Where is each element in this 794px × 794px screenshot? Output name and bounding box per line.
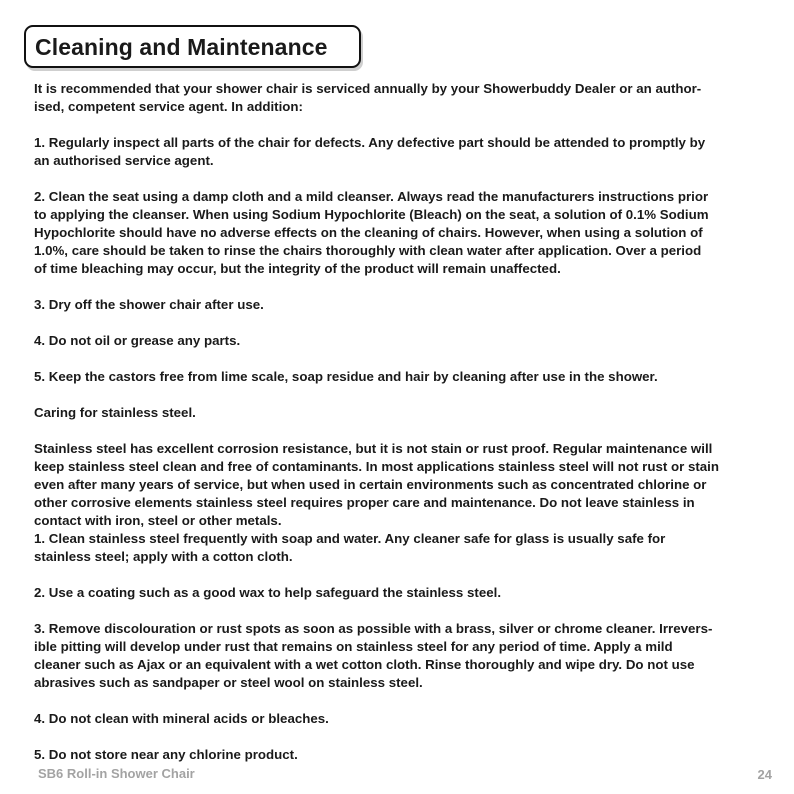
text-line: an authorised service agent. (34, 153, 214, 168)
text-line: ible pitting will develop under rust that remains on stainless steel for any period of time. Apply a mild (34, 639, 673, 654)
stainless-step-5 (34, 746, 764, 764)
text-line: ised, competent service agent. In addition: (34, 99, 303, 114)
text-line: 3. Dry off the shower chair after use. (34, 297, 264, 312)
text-line: Hypochlorite should have no adverse effects on the cleaning of chairs. However, when using a solution of (34, 225, 703, 240)
section-heading: Caring for stainless steel. (34, 405, 196, 420)
text-line: 1. Clean stainless steel frequently with soap and water. Any cleaner safe for glass is usually safe for (34, 531, 666, 546)
text-line: of time bleaching may occur, but the integrity of the product will remain unaffected. (34, 261, 561, 276)
footer-page-number: 24 (757, 767, 772, 782)
document-body (34, 80, 764, 764)
text-line: to applying the cleanser. When using Sodium Hypochlorite (Bleach) on the seat, a solution of 0.1% Sodium (34, 207, 709, 222)
text-line: even after many years of service, but when used in certain environments such as concentrated chlorine or (34, 477, 707, 492)
chair-step-3 (34, 296, 764, 314)
text-line: 1.0%, care should be taken to rinse the chairs thoroughly with clean water after application. Over a period (34, 243, 702, 258)
text-line: 4. Do not oil or grease any parts. (34, 333, 241, 348)
text-line: 4. Do not clean with mineral acids or bleaches. (34, 711, 329, 726)
stainless-step-3 (34, 620, 764, 692)
text-line: 5. Do not store near any chlorine product. (34, 747, 298, 762)
text-line: 2. Use a coating such as a good wax to help safeguard the stainless steel. (34, 585, 502, 600)
text-line: 2. Clean the seat using a damp cloth and a mild cleanser. Always read the manufacturers instructions prior (34, 189, 709, 204)
stainless-step-4 (34, 710, 764, 728)
intro-paragraph (34, 80, 764, 116)
stainless-step-2 (34, 584, 764, 602)
stainless-heading (34, 404, 764, 422)
chair-step-1 (34, 134, 764, 170)
chair-step-2 (34, 188, 764, 278)
chair-step-5 (34, 368, 764, 386)
text-line: contact with iron, steel or other metals. (34, 513, 282, 528)
text-line: abrasives such as sandpaper or steel wool on stainless steel. (34, 675, 423, 690)
footer-product-name: SB6 Roll-in Shower Chair (38, 766, 195, 781)
text-line: stainless steel; apply with a cotton cloth. (34, 549, 293, 564)
text-line: It is recommended that your shower chair is serviced annually by your Showerbuddy Dealer or an author- (34, 81, 702, 96)
text-line: keep stainless steel clean and free of contaminants. In most applications stainless steel will not rust or stain (34, 459, 719, 474)
text-line: other corrosive elements stainless steel requires proper care and maintenance. Do not leave stainless in (34, 495, 695, 510)
page-title: Cleaning and Maintenance (35, 34, 328, 60)
text-line: cleaner such as Ajax or an equivalent with a wet cotton cloth. Rinse thoroughly and wipe dry. Do not use (34, 657, 695, 672)
stainless-intro-paragraph (34, 440, 764, 566)
text-line: 5. Keep the castors free from lime scale, soap residue and hair by cleaning after use in the shower. (34, 369, 658, 384)
section-title-box (24, 25, 361, 68)
chair-step-4 (34, 332, 764, 350)
text-line: 1. Regularly inspect all parts of the chair for defects. Any defective part should be attended to promptly by (34, 135, 706, 150)
text-line: 3. Remove discolouration or rust spots as soon as possible with a brass, silver or chrome cleaner. Irrevers- (34, 621, 713, 636)
text-line: Stainless steel has excellent corrosion resistance, but it is not stain or rust proof. Regular maintenance will (34, 441, 713, 456)
